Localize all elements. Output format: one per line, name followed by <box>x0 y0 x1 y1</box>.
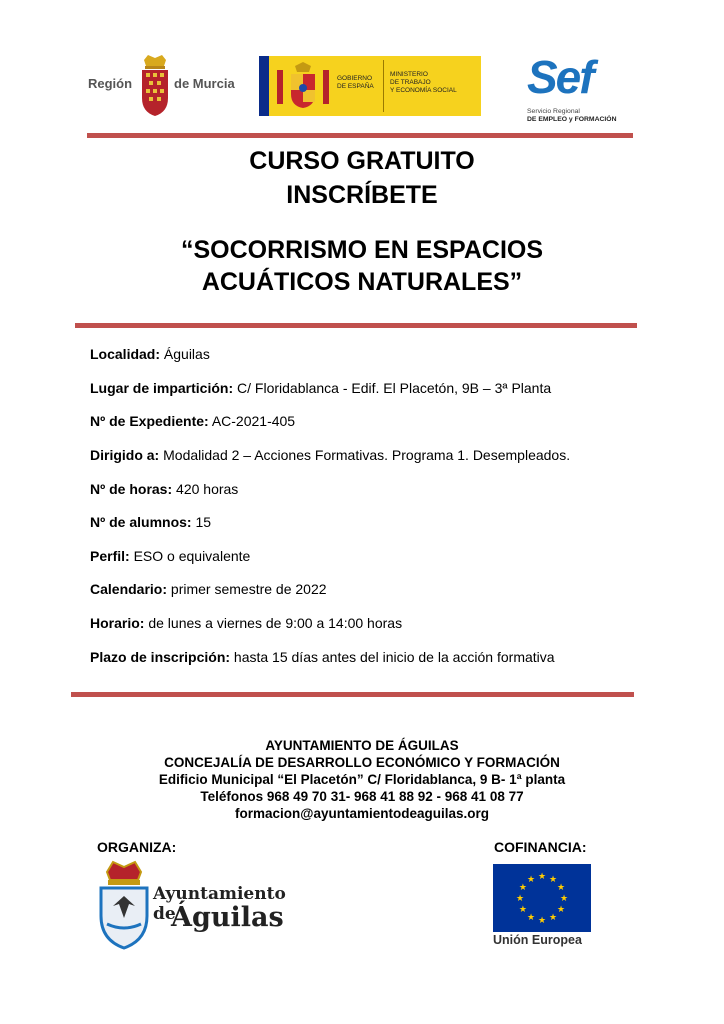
detail-label: Perfil: <box>90 548 130 564</box>
detail-alumnos <box>90 514 211 530</box>
murcia-logo-left-text: Región <box>88 76 133 91</box>
eu-star-icon: ★ <box>537 915 547 925</box>
sef-subtitle-2: DE EMPLEO y FORMACIÓN <box>527 116 617 123</box>
sef-wordmark: Sef <box>527 51 593 103</box>
aguilas-logo-line-1: Ayuntamiento de <box>153 884 286 924</box>
detail-label: Horario: <box>90 615 145 631</box>
detail-calendario <box>90 581 327 597</box>
gobierno-line-2: DE ESPAÑA <box>337 83 374 90</box>
eu-stars-icon <box>493 864 591 932</box>
detail-perfil <box>90 548 250 564</box>
eu-star-icon: ★ <box>518 882 527 892</box>
murcia-crest-icon <box>136 54 174 118</box>
ministerio-line-2: DE TRABAJO <box>390 79 431 86</box>
eu-flag-strip <box>259 56 269 116</box>
detail-expediente <box>90 413 295 429</box>
logo-divider <box>383 60 384 112</box>
eu-star-icon: ★ <box>537 871 547 881</box>
detail-label: Lugar de impartición: <box>90 380 234 396</box>
detail-label: Plazo de inscripción: <box>90 649 231 665</box>
detail-value: 420 horas <box>172 481 239 497</box>
footer-address: Edificio Municipal “El Placetón” C/ Floridablanca, 9 B- 1ª planta <box>158 772 566 787</box>
eu-star-icon: ★ <box>557 904 566 914</box>
footer-phones: Teléfonos 968 49 70 31- 968 41 88 92 - 968 41 08 77 <box>200 789 524 804</box>
cofinancia-label: COFINANCIA: <box>494 839 587 855</box>
gobierno-text <box>337 75 374 91</box>
divider-bottom <box>71 692 634 697</box>
detail-label: Nº de Expediente: <box>90 413 209 429</box>
murcia-logo-right-text: de Murcia <box>174 76 235 91</box>
detail-label: Dirigido a: <box>90 447 160 463</box>
footer-department: CONCEJALÍA DE DESARROLLO ECONÓMICO Y FORMACIÓN <box>164 755 560 770</box>
aguilas-crest-icon <box>95 858 153 950</box>
detail-localidad <box>90 346 210 362</box>
detail-label: Localidad: <box>90 346 161 362</box>
course-heading-1: CURSO GRATUITO <box>249 147 475 175</box>
spain-coat-of-arms-icon <box>275 62 331 110</box>
eu-star-icon: ★ <box>526 873 536 884</box>
detail-value: Modalidad 2 – Acciones Formativas. Programa 1. Desempleados. <box>159 447 571 463</box>
eu-label: Unión Europea <box>493 933 582 947</box>
organiza-label: ORGANIZA: <box>97 839 177 855</box>
sef-subtitle-1: Servicio Regional <box>527 108 580 115</box>
eu-star-icon: ★ <box>559 893 569 903</box>
sef-logo <box>527 50 637 122</box>
detail-value: ESO o equivalente <box>129 548 251 564</box>
divider-middle <box>75 323 637 328</box>
ministerio-text <box>390 71 457 95</box>
gobierno-line-1: GOBIERNO <box>337 75 373 82</box>
detail-horario <box>90 615 402 631</box>
eu-star-icon: ★ <box>526 912 536 923</box>
eu-flag <box>493 864 591 932</box>
course-title-1: “SOCORRISMO EN ESPACIOS <box>180 236 544 264</box>
detail-plazo <box>90 649 555 665</box>
eu-star-icon: ★ <box>515 893 525 903</box>
eu-star-icon: ★ <box>518 904 527 914</box>
detail-dirigido <box>90 447 570 463</box>
detail-value: AC-2021-405 <box>208 413 296 429</box>
ministerio-line-1: MINISTERIO <box>390 71 428 78</box>
divider-top <box>87 133 633 138</box>
ayuntamiento-aguilas-logo <box>95 858 310 953</box>
eu-star-icon: ★ <box>557 882 566 892</box>
detail-lugar <box>90 380 551 396</box>
course-title-2: ACUÁTICOS NATURALES” <box>201 268 523 296</box>
detail-label: Calendario: <box>90 581 168 597</box>
eu-star-icon: ★ <box>548 873 558 884</box>
course-heading-2: INSCRÍBETE <box>286 181 438 209</box>
ministerio-line-3: Y ECONOMÍA SOCIAL <box>390 87 457 94</box>
detail-value: 15 <box>191 514 212 530</box>
eu-star-icon: ★ <box>548 912 558 923</box>
detail-horas <box>90 481 238 497</box>
detail-label: Nº de horas: <box>90 481 173 497</box>
detail-value: Águilas <box>160 346 210 362</box>
gobierno-ministerio-logo <box>259 56 481 116</box>
detail-label: Nº de alumnos: <box>90 514 192 530</box>
footer-organization: AYUNTAMIENTO DE ÁGUILAS <box>265 738 459 753</box>
detail-value: C/ Floridablanca - Edif. El Placetón, 9B – 3ª Planta <box>233 380 552 396</box>
region-de-murcia-logo <box>88 54 238 118</box>
detail-value: de lunes a viernes de 9:00 a 14:00 horas <box>144 615 403 631</box>
aguilas-logo-line-2: Águilas <box>171 902 284 933</box>
detail-value: primer semestre de 2022 <box>167 581 327 597</box>
detail-value: hasta 15 días antes del inicio de la acción formativa <box>230 649 555 665</box>
footer-email[interactable]: formacion@ayuntamientodeaguilas.org <box>235 806 489 821</box>
